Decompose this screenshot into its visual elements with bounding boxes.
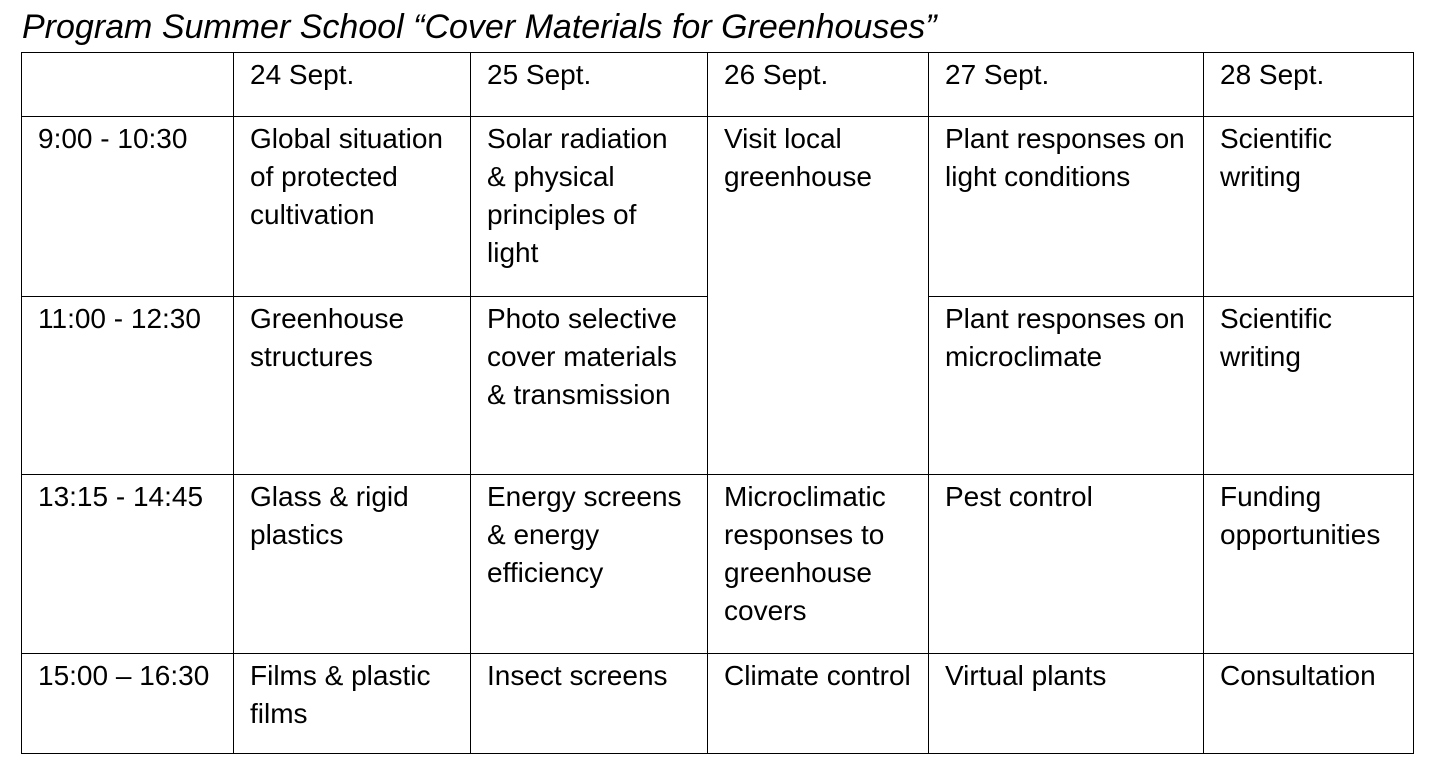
- time-slot-cell: 13:15 - 14:45: [22, 475, 234, 654]
- document-title: Program Summer School “Cover Materials for Greenhouses”: [22, 8, 937, 46]
- day-header: 26 Sept.: [708, 53, 929, 117]
- session-cell: Solar radiation & physical principles of light: [471, 117, 708, 297]
- session-cell: Scientific writing: [1204, 297, 1414, 475]
- day-header: 24 Sept.: [234, 53, 471, 117]
- time-slot-cell: 9:00 - 10:30: [22, 117, 234, 297]
- session-cell: Plant responses on light conditions: [929, 117, 1204, 297]
- session-cell: Global situation of protected cultivation: [234, 117, 471, 297]
- time-slot-cell: 15:00 – 16:30: [22, 654, 234, 754]
- schedule-table: [21, 52, 1414, 754]
- table-row: [22, 117, 1414, 297]
- session-cell: Pest control: [929, 475, 1204, 654]
- table-row: [22, 654, 1414, 754]
- session-cell: Consultation: [1204, 654, 1414, 754]
- session-cell: Visit local greenhouse: [708, 117, 929, 475]
- day-header: 27 Sept.: [929, 53, 1204, 117]
- session-cell: Energy screens & energy efficiency: [471, 475, 708, 654]
- session-cell: Climate control: [708, 654, 929, 754]
- session-cell: Virtual plants: [929, 654, 1204, 754]
- header-row: [22, 53, 1414, 117]
- session-cell: Funding opportunities: [1204, 475, 1414, 654]
- session-cell: Plant responses on microclimate: [929, 297, 1204, 475]
- day-header: 25 Sept.: [471, 53, 708, 117]
- session-cell: Microclimatic responses to greenhouse covers: [708, 475, 929, 654]
- corner-cell: [22, 53, 234, 117]
- session-cell: Glass & rigid plastics: [234, 475, 471, 654]
- time-slot-cell: 11:00 - 12:30: [22, 297, 234, 475]
- session-cell: Scientific writing: [1204, 117, 1414, 297]
- session-cell: Films & plastic films: [234, 654, 471, 754]
- session-cell: Greenhouse structures: [234, 297, 471, 475]
- table-row: [22, 475, 1414, 654]
- day-header: 28 Sept.: [1204, 53, 1414, 117]
- session-cell: Insect screens: [471, 654, 708, 754]
- session-cell: Photo selective cover materials & transmission: [471, 297, 708, 475]
